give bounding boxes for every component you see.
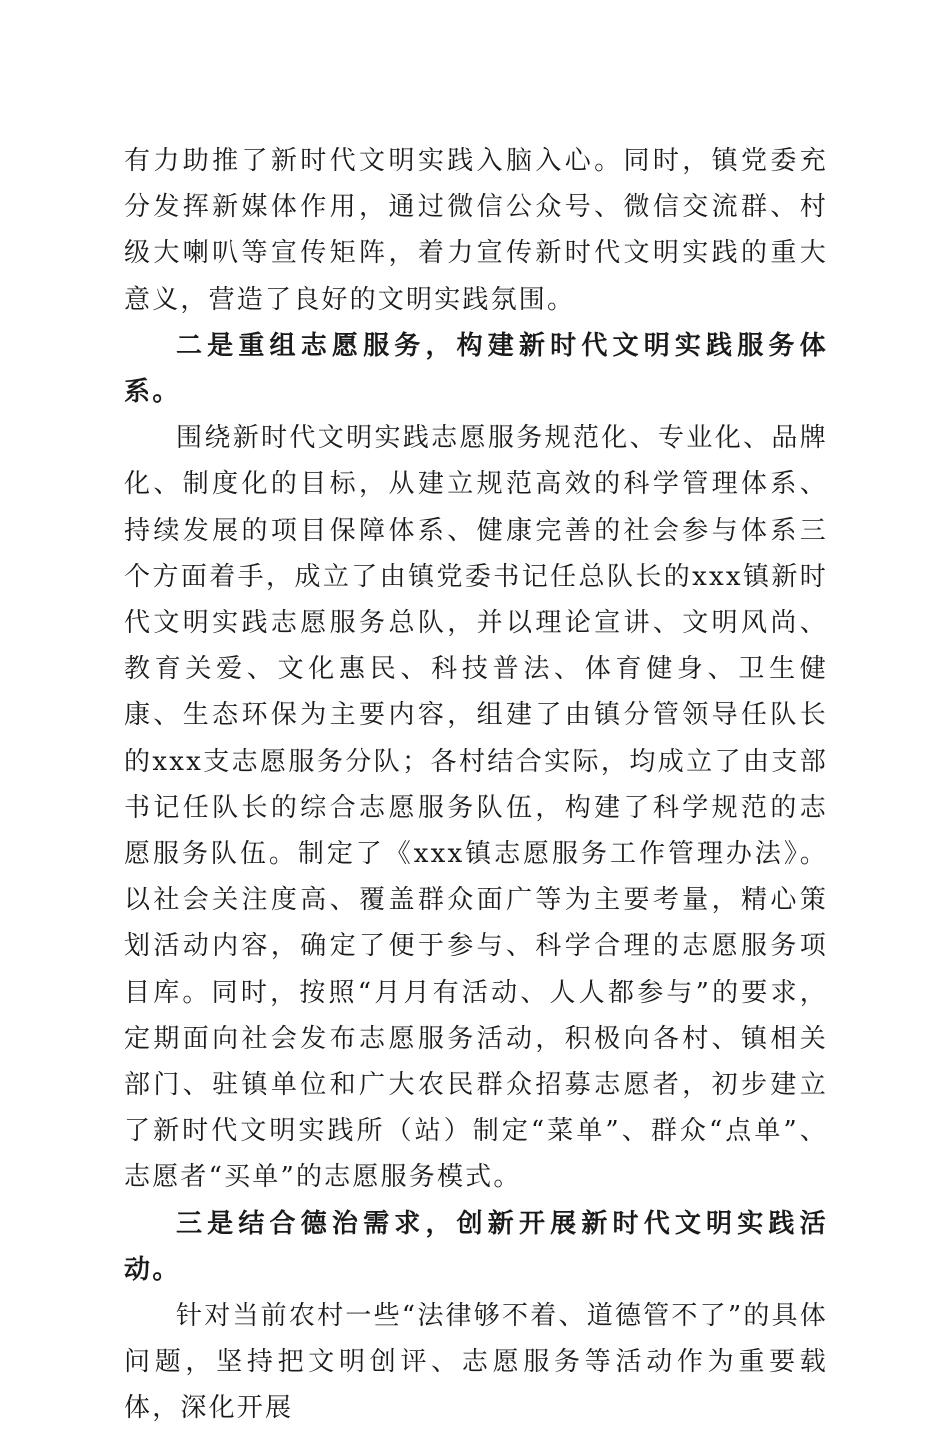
document-body xyxy=(124,138,828,1432)
section-heading-3: 三是结合德治需求，创新开展新时代文明实践活动。 xyxy=(124,1208,828,1285)
section-heading-2: 二是重组志愿服务，构建新时代文明实践服务体系。 xyxy=(124,330,828,408)
paragraph-volunteer-service: 围绕新时代文明实践志愿服务规范化、专业化、品牌化、制度化的目标，从建立规范高效的科学管理体系、持续发展的项目保障体系、健康完善的社会参与体系三个方面着手，成立了由镇党委书记任总队长的xxx镇新时代文明实践志愿服务总队，并以理论宣讲、文明风尚、教育关爱、文化惠民、科技普法、体育健身、卫生健康、生态环保为主要内容，组建了由镇分管领导任队长的xxx支志愿服务分队；各村结合实际，均成立了由支部书记任队长的综合志愿服务队伍，构建了科学规范的志愿服务队伍。制定了《xxx镇志愿服务工作管理办法》。以社会关注度高、覆盖群众面广等为主要考量，精心策划活动内容，确定了便于参与、科学合理的志愿服务项目库。同时，按照“月月有活动、人人都参与”的要求，定期面向社会发布志愿服务活动，积极向各村、镇相关部门、驻镇单位和广大农民群众招募志愿者，初步建立了新时代文明实践所（站）制定“菜单”、群众“点单”、志愿者“买单”的志愿服务模式。 xyxy=(124,423,828,1193)
paragraph-continued: 有力助推了新时代文明实践入脑入心。同时，镇党委充分发挥新媒体作用，通过微信公众号、微信交流群、村级大喇叭等宣传矩阵，着力宣传新时代文明实践的重大意义，营造了良好的文明实践氛围。 xyxy=(124,146,828,315)
paragraph-moral-governance: 针对当前农村一些“法律够不着、道德管不了”的具体问题，坚持把文明创评、志愿服务等活动作为重要载体，深化开展 xyxy=(124,1301,828,1424)
